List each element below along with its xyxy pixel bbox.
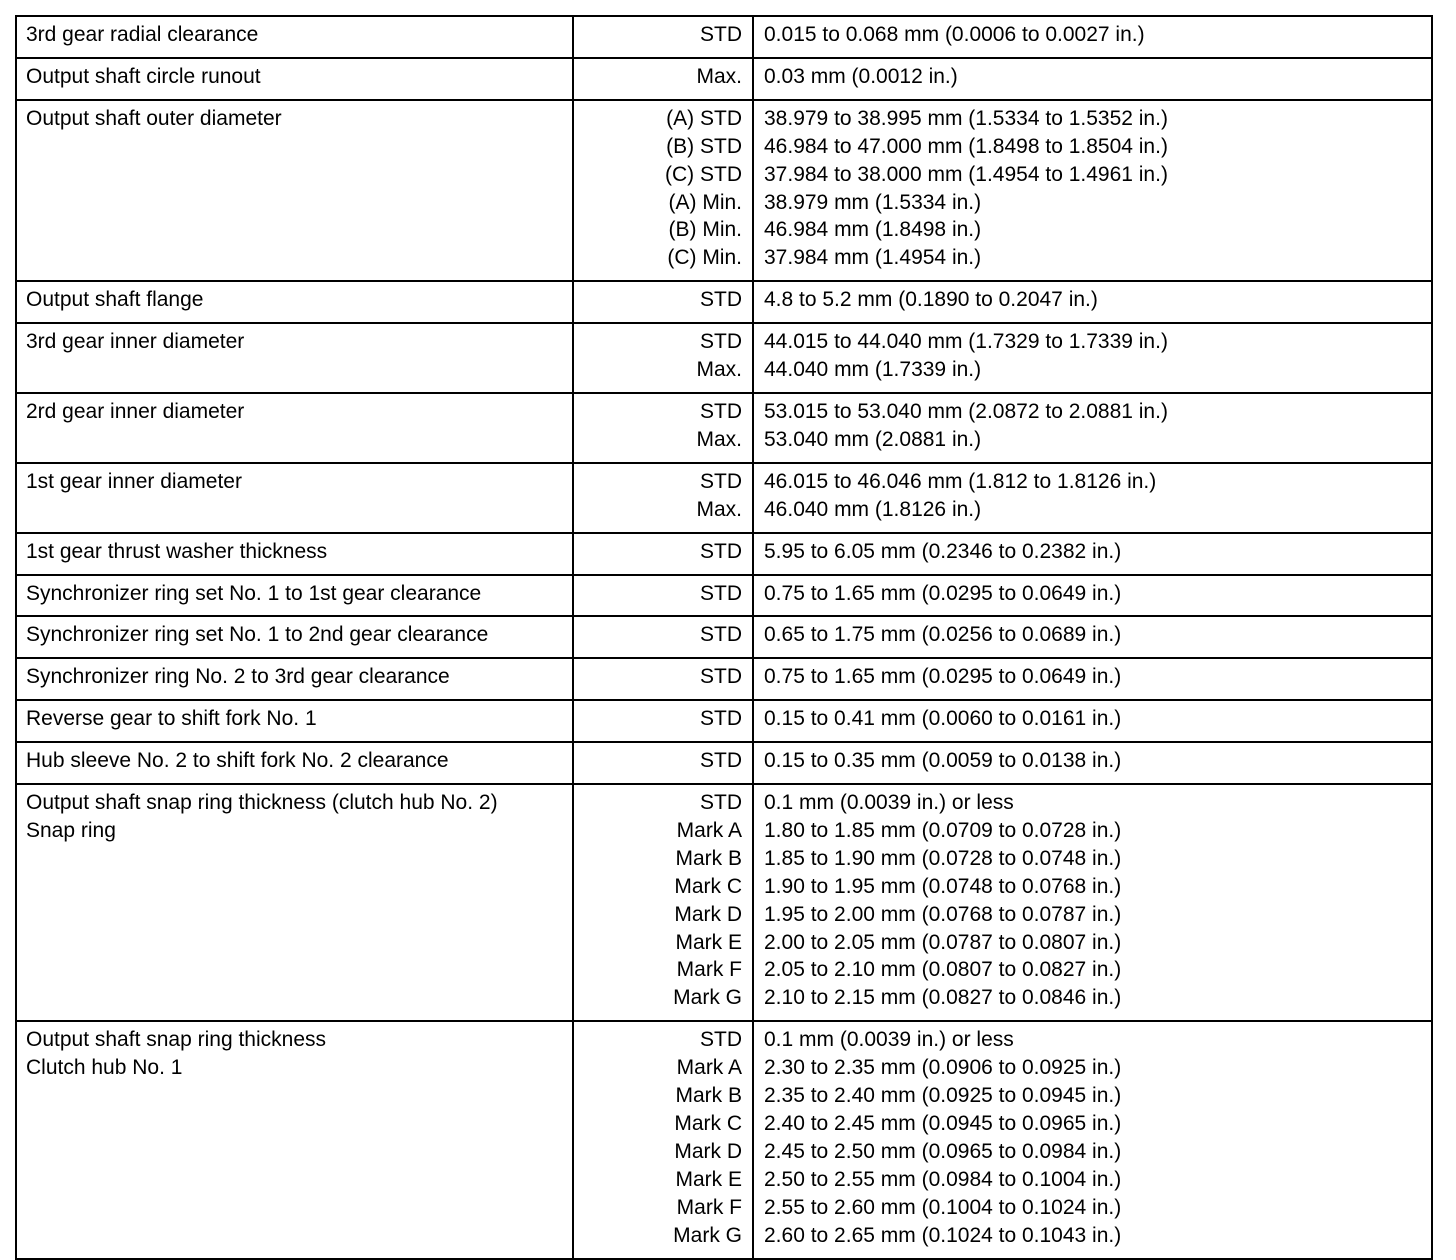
- table-row: [16, 533, 1432, 575]
- spec-item-text: Synchronizer ring set No. 1 to 1st gear clearance: [26, 581, 482, 605]
- spec-label: Max.: [696, 497, 742, 521]
- spec-item-cell: [16, 616, 573, 658]
- spec-label-cell: [573, 533, 753, 575]
- spec-label: (B) STD: [666, 134, 742, 158]
- spec-value-cell: [753, 575, 1432, 617]
- spec-label: STD: [700, 707, 742, 731]
- spec-value: 1.95 to 2.00 mm (0.0768 to 0.0787 in.): [764, 902, 1122, 926]
- table-row: [16, 16, 1432, 58]
- spec-item-text: Hub sleeve No. 2 to shift fork No. 2 clearance: [26, 749, 449, 773]
- spec-item-text: 1st gear thrust washer thickness: [26, 539, 328, 563]
- spec-label: STD: [700, 749, 742, 773]
- spec-value: 0.65 to 1.75 mm (0.0256 to 0.0689 in.): [764, 623, 1122, 647]
- spec-label-cell: [573, 281, 753, 323]
- spec-label: STD: [700, 791, 742, 815]
- spec-label-cell: [573, 575, 753, 617]
- spec-label-cell: [573, 58, 753, 100]
- table-row: [16, 463, 1432, 533]
- spec-value: 1.85 to 1.90 mm (0.0728 to 0.0748 in.): [764, 846, 1122, 870]
- table-row: [16, 1021, 1432, 1258]
- table-row: [16, 658, 1432, 700]
- spec-value: 1.80 to 1.85 mm (0.0709 to 0.0728 in.): [764, 818, 1122, 842]
- spec-value: 4.8 to 5.2 mm (0.1890 to 0.2047 in.): [764, 288, 1098, 312]
- spec-value: 2.10 to 2.15 mm (0.0827 to 0.0846 in.): [764, 986, 1122, 1010]
- table-row: [16, 58, 1432, 100]
- spec-label: (C) Min.: [667, 246, 742, 270]
- spec-item-cell: [16, 393, 573, 463]
- spec-value: 0.15 to 0.41 mm (0.0060 to 0.0161 in.): [764, 707, 1122, 731]
- table-row: [16, 281, 1432, 323]
- spec-value: 2.05 to 2.10 mm (0.0807 to 0.0827 in.): [764, 958, 1122, 982]
- spec-label: Max.: [696, 427, 742, 451]
- spec-value: 0.1 mm (0.0039 in.) or less: [764, 1028, 1014, 1052]
- spec-value-cell: [753, 100, 1432, 281]
- spec-value: 46.015 to 46.046 mm (1.812 to 1.8126 in.): [764, 469, 1157, 493]
- spec-item-text: 1st gear inner diameter: [26, 469, 242, 493]
- spec-label: STD: [700, 539, 742, 563]
- specification-table: [15, 15, 1433, 1260]
- spec-label-cell: [573, 100, 753, 281]
- table-row: [16, 100, 1432, 281]
- spec-value: 2.35 to 2.40 mm (0.0925 to 0.0945 in.): [764, 1084, 1122, 1108]
- spec-value: 53.040 mm (2.0881 in.): [764, 427, 982, 451]
- spec-item-text: Output shaft circle runout: [26, 64, 261, 88]
- spec-value: 0.015 to 0.068 mm (0.0006 to 0.0027 in.): [764, 23, 1145, 46]
- spec-value: 44.040 mm (1.7339 in.): [764, 358, 982, 382]
- spec-value-cell: [753, 281, 1432, 323]
- table-row: [16, 784, 1432, 1021]
- spec-value-cell: [753, 1021, 1432, 1258]
- spec-label: Mark B: [675, 1084, 742, 1108]
- spec-label: Mark G: [673, 1223, 742, 1247]
- spec-label: STD: [700, 581, 742, 605]
- table-row: [16, 742, 1432, 784]
- spec-label: STD: [700, 469, 742, 493]
- spec-value-cell: [753, 616, 1432, 658]
- spec-value-cell: [753, 393, 1432, 463]
- spec-value: 0.1 mm (0.0039 in.) or less: [764, 791, 1014, 815]
- table-row: [16, 393, 1432, 463]
- spec-item-cell: [16, 100, 573, 281]
- spec-value: 0.75 to 1.65 mm (0.0295 to 0.0649 in.): [764, 665, 1122, 689]
- spec-item-cell: [16, 658, 573, 700]
- table-row: [16, 323, 1432, 393]
- spec-item-text: Reverse gear to shift fork No. 1: [26, 707, 317, 731]
- spec-item-cell: [16, 784, 573, 1021]
- spec-value: 2.45 to 2.50 mm (0.0965 to 0.0984 in.): [764, 1139, 1122, 1163]
- spec-label: STD: [700, 623, 742, 647]
- spec-value-cell: [753, 533, 1432, 575]
- spec-label: Mark A: [676, 1056, 742, 1080]
- spec-value: 0.15 to 0.35 mm (0.0059 to 0.0138 in.): [764, 749, 1122, 773]
- spec-item-cell: [16, 281, 573, 323]
- spec-label-cell: [573, 393, 753, 463]
- spec-value: 37.984 mm (1.4954 in.): [764, 246, 982, 270]
- spec-label-cell: [573, 1021, 753, 1258]
- spec-item-text: Synchronizer ring set No. 1 to 2nd gear clearance: [26, 623, 489, 647]
- spec-label: STD: [700, 665, 742, 689]
- spec-label: STD: [700, 1028, 742, 1052]
- spec-label: Mark C: [674, 874, 742, 898]
- spec-item-text: Clutch hub No. 1: [26, 1056, 183, 1080]
- spec-label: (A) Min.: [668, 190, 742, 214]
- spec-item-cell: [16, 1021, 573, 1258]
- spec-label: STD: [700, 23, 742, 46]
- spec-value: 2.50 to 2.55 mm (0.0984 to 0.1004 in.): [764, 1167, 1122, 1191]
- spec-label: Max.: [696, 64, 742, 88]
- spec-value-cell: [753, 16, 1432, 58]
- spec-label-cell: [573, 700, 753, 742]
- spec-item-text: 3rd gear radial clearance: [26, 23, 259, 46]
- spec-label: (B) Min.: [668, 218, 742, 242]
- spec-item-cell: [16, 58, 573, 100]
- spec-item-cell: [16, 575, 573, 617]
- spec-label: Mark B: [675, 846, 742, 870]
- table-row: [16, 616, 1432, 658]
- spec-label: STD: [700, 399, 742, 423]
- spec-value: 2.00 to 2.05 mm (0.0787 to 0.0807 in.): [764, 930, 1122, 954]
- spec-label: STD: [700, 330, 742, 354]
- spec-item-cell: [16, 16, 573, 58]
- spec-label: Mark D: [674, 902, 742, 926]
- spec-label: Mark E: [675, 1167, 742, 1191]
- spec-label-cell: [573, 16, 753, 58]
- spec-label: Mark F: [676, 1195, 742, 1219]
- spec-value: 2.60 to 2.65 mm (0.1024 to 0.1043 in.): [764, 1223, 1122, 1247]
- spec-label: (C) STD: [665, 162, 742, 186]
- spec-label: Mark A: [676, 818, 742, 842]
- spec-value: 38.979 mm (1.5334 in.): [764, 190, 982, 214]
- spec-item-text: Output shaft outer diameter: [26, 106, 282, 130]
- spec-item-cell: [16, 463, 573, 533]
- spec-label: Mark F: [676, 958, 742, 982]
- spec-item-text: Output shaft flange: [26, 288, 204, 312]
- spec-label-cell: [573, 323, 753, 393]
- spec-value-cell: [753, 658, 1432, 700]
- spec-value: 44.015 to 44.040 mm (1.7329 to 1.7339 in.): [764, 330, 1168, 354]
- spec-item-cell: [16, 742, 573, 784]
- spec-label: Mark C: [674, 1112, 742, 1135]
- spec-label-cell: [573, 616, 753, 658]
- spec-label: (A) STD: [666, 106, 742, 130]
- spec-label: Max.: [696, 358, 742, 382]
- spec-item-text: 3rd gear inner diameter: [26, 330, 245, 354]
- spec-label-cell: [573, 742, 753, 784]
- spec-label: STD: [700, 288, 742, 312]
- spec-item-text: Synchronizer ring No. 2 to 3rd gear clearance: [26, 665, 450, 689]
- spec-item-cell: [16, 533, 573, 575]
- spec-label-cell: [573, 784, 753, 1021]
- spec-label-cell: [573, 463, 753, 533]
- spec-value: 46.040 mm (1.8126 in.): [764, 497, 982, 521]
- spec-value: 0.75 to 1.65 mm (0.0295 to 0.0649 in.): [764, 581, 1122, 605]
- spec-value-cell: [753, 700, 1432, 742]
- spec-value: 1.90 to 1.95 mm (0.0748 to 0.0768 in.): [764, 874, 1122, 898]
- spec-item-cell: [16, 700, 573, 742]
- spec-value-cell: [753, 323, 1432, 393]
- table-row: [16, 700, 1432, 742]
- spec-value: 37.984 to 38.000 mm (1.4954 to 1.4961 in.): [764, 162, 1168, 186]
- spec-value: 46.984 to 47.000 mm (1.8498 to 1.8504 in.): [764, 134, 1168, 158]
- spec-label: Mark G: [673, 986, 742, 1010]
- table-row: [16, 575, 1432, 617]
- spec-item-cell: [16, 323, 573, 393]
- spec-item-text: 2rd gear inner diameter: [26, 399, 245, 423]
- spec-value-cell: [753, 784, 1432, 1021]
- spec-label-cell: [573, 658, 753, 700]
- spec-value-cell: [753, 742, 1432, 784]
- specification-table-body: [16, 16, 1432, 1259]
- spec-value: 2.40 to 2.45 mm (0.0945 to 0.0965 in.): [764, 1112, 1122, 1135]
- spec-label: Mark E: [675, 930, 742, 954]
- spec-value: 2.55 to 2.60 mm (0.1004 to 0.1024 in.): [764, 1195, 1122, 1219]
- spec-value: 53.015 to 53.040 mm (2.0872 to 2.0881 in.): [764, 399, 1168, 423]
- spec-item-text: Output shaft snap ring thickness: [26, 1028, 326, 1052]
- spec-value: 2.30 to 2.35 mm (0.0906 to 0.0925 in.): [764, 1056, 1122, 1080]
- spec-label: Mark D: [674, 1139, 742, 1163]
- spec-value-cell: [753, 463, 1432, 533]
- spec-value: 46.984 mm (1.8498 in.): [764, 218, 982, 242]
- spec-item-text: Output shaft snap ring thickness (clutch hub No. 2): [26, 791, 498, 815]
- spec-value-cell: [753, 58, 1432, 100]
- spec-value: 38.979 to 38.995 mm (1.5334 to 1.5352 in.): [764, 106, 1168, 130]
- spec-value: 5.95 to 6.05 mm (0.2346 to 0.2382 in.): [764, 539, 1122, 563]
- spec-value: 0.03 mm (0.0012 in.): [764, 64, 958, 88]
- spec-item-text: Snap ring: [26, 818, 116, 842]
